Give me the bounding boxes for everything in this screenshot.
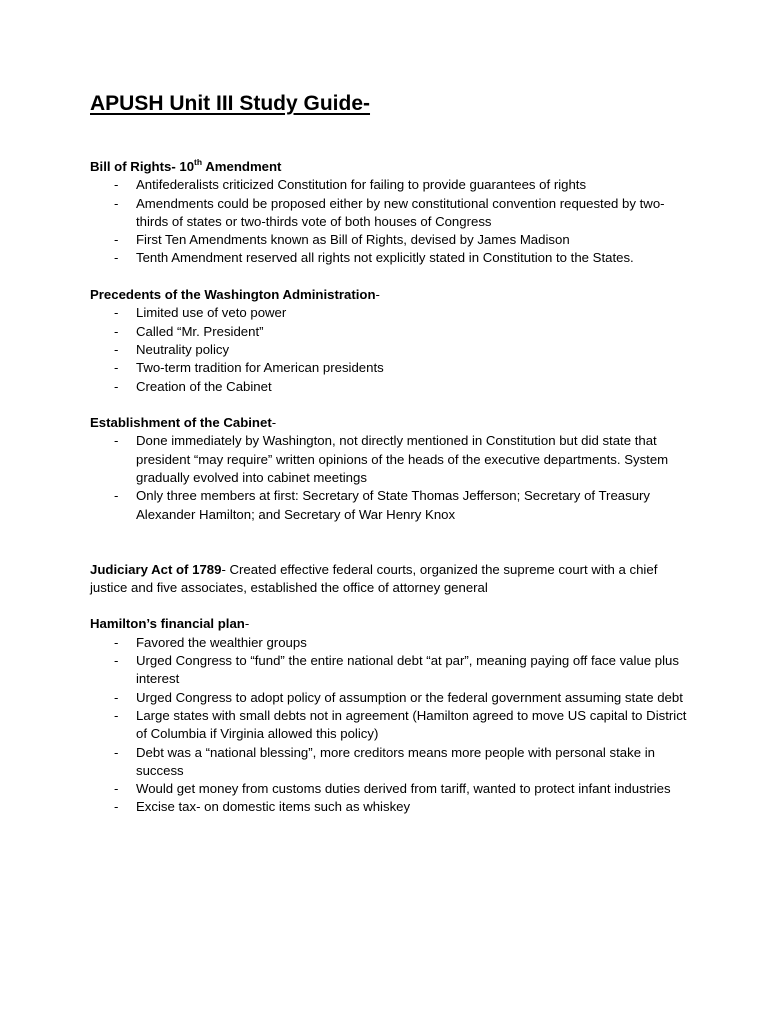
list-item-text: Neutrality policy xyxy=(136,341,230,357)
heading-text: Bill of Rights- 10 xyxy=(90,159,195,174)
list-item xyxy=(90,176,690,194)
section-heading xyxy=(90,414,690,432)
list-item xyxy=(90,744,690,781)
list-item-text: Amendments could be proposed either by new constitutional convention requested by two-thirds of states or two-thirds vote of both houses of Congress xyxy=(136,195,665,229)
heading-text: Establishment of the Cabinet xyxy=(90,415,272,431)
list-item-text: Urged Congress to adopt policy of assumption or the federal government assuming state debt xyxy=(136,689,683,705)
dash-bullet: - xyxy=(114,323,119,339)
list-item xyxy=(90,487,690,524)
dash-bullet: - xyxy=(114,305,119,321)
list-item-text: Favored the wealthier groups xyxy=(136,634,307,650)
paragraph-lead: Judiciary Act of 1789 xyxy=(90,561,222,577)
list-item xyxy=(90,341,690,359)
dash-bullet: - xyxy=(114,341,119,357)
list-item-text: Antifederalists criticized Constitution for failing to provide guarantees of rights xyxy=(136,177,587,193)
list-item xyxy=(90,432,690,487)
list-item-text: Excise tax- on domestic items such as whiskey xyxy=(136,799,411,815)
list-item xyxy=(90,780,690,798)
bullet-list xyxy=(90,176,690,267)
list-item xyxy=(90,195,690,232)
section-washington-precedents xyxy=(90,286,690,396)
list-item xyxy=(90,323,690,341)
list-item xyxy=(90,249,690,267)
dash-bullet: - xyxy=(114,360,119,376)
section-heading xyxy=(90,158,690,176)
list-item xyxy=(90,634,690,652)
paragraph-text: - Created effective federal courts, organized the supreme court with a chief justice and five associates, established the office of attorney general xyxy=(90,561,658,595)
list-item-text: Large states with small debts not in agreement (Hamilton agreed to move US capital to District of Columbia if Virginia allowed this policy) xyxy=(136,707,687,742)
bullet-list xyxy=(90,634,690,817)
document-body xyxy=(90,158,690,835)
heading-dash: - xyxy=(271,415,277,431)
dash-bullet: - xyxy=(114,634,119,650)
heading-text: Hamilton’s financial plan xyxy=(90,616,245,632)
ordinal-suffix: th xyxy=(194,156,203,167)
list-item xyxy=(90,798,690,816)
section-hamilton-plan xyxy=(90,615,690,816)
list-item xyxy=(90,304,690,322)
list-item xyxy=(90,689,690,707)
list-item-text: Only three members at first: Secretary of State Thomas Jefferson; Secretary of Treasury Alexander Hamilton; and Secretary of War Henry Knox xyxy=(136,488,651,522)
list-item-text: Would get money from customs duties derived from tariff, wanted to protect infant industries xyxy=(136,781,671,797)
list-item-text: Urged Congress to “fund” the entire national debt “at par”, meaning paying off face value plus interest xyxy=(136,653,679,687)
list-item-text: First Ten Amendments known as Bill of Rights, devised by James Madison xyxy=(136,232,570,248)
list-item-text: Done immediately by Washington, not directly mentioned in Constitution but did state that president “may require” written opinions of the heads of the executive departments. System gradually evolved into cabinet meetings xyxy=(136,433,669,486)
dash-bullet: - xyxy=(114,195,119,211)
dash-bullet: - xyxy=(114,653,119,669)
dash-bullet: - xyxy=(114,689,119,705)
bullet-list xyxy=(90,432,690,523)
list-item xyxy=(90,231,690,249)
dash-bullet: - xyxy=(114,488,119,504)
list-item-text: Creation of the Cabinet xyxy=(136,378,272,394)
dash-bullet: - xyxy=(114,250,119,266)
list-item-text: Called “Mr. President” xyxy=(136,323,264,339)
heading-dash: - xyxy=(375,287,380,303)
section-heading xyxy=(90,615,690,633)
list-item-text: Two-term tradition for American presidents xyxy=(136,360,384,376)
dash-bullet: - xyxy=(114,433,119,449)
dash-bullet: - xyxy=(114,707,119,723)
section-cabinet xyxy=(90,414,690,524)
list-item-text: Debt was a “national blessing”, more creditors means more people with personal stake in success xyxy=(136,744,655,778)
list-item xyxy=(90,652,690,689)
dash-bullet: - xyxy=(114,799,119,815)
list-item-text: Limited use of veto power xyxy=(136,305,287,321)
list-item xyxy=(90,707,690,744)
section-judiciary-act xyxy=(90,561,690,598)
dash-bullet: - xyxy=(114,744,119,760)
list-item-text: Tenth Amendment reserved all rights not explicitly stated in Constitution to the States. xyxy=(136,250,634,266)
page-title: APUSH Unit III Study Guide- xyxy=(90,92,371,115)
dash-bullet: - xyxy=(114,177,119,193)
heading-text: Precedents of the Washington Administration xyxy=(90,287,376,303)
dash-bullet: - xyxy=(114,781,119,797)
dash-bullet: - xyxy=(114,378,119,394)
list-item xyxy=(90,359,690,377)
dash-bullet: - xyxy=(114,232,119,248)
section-bill-of-rights xyxy=(90,158,690,268)
list-item xyxy=(90,378,690,396)
bullet-list xyxy=(90,304,690,395)
heading-dash: - xyxy=(244,616,250,632)
heading-text-end: Amendment xyxy=(202,159,282,174)
section-heading xyxy=(90,286,690,304)
